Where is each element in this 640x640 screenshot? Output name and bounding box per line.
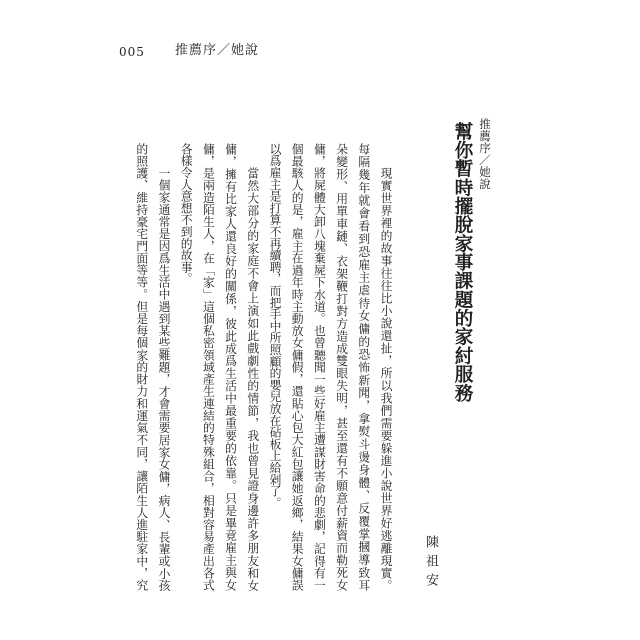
text-column: 傭，擁有比家人還良好的關係，彼此成爲生活中最重要的依靠。只是畢竟雇主與女 [223,143,238,591]
article-body [129,143,397,591]
section-kicker: 推薦序／她說 [478,118,492,190]
text-column: 各樣令人意想不到的故事。 [179,143,194,285]
text-column: 傭，將屍體大卸八塊棄屍下水道。也曾聽聞一些好雇主遭謀財害命的悲劇，記得有一 [312,143,327,591]
text-column: 個最駭人的是，雇主在過年時主動放女傭假，還貼心包大紅包讓她返鄉，結果女傭誤 [290,143,305,591]
text-column: 每隔幾年就會看到恐雇主虐待女傭的恐怖新聞，拿熨斗燙身體、反覆掌摑導致耳 [356,143,371,591]
text-column: 當然大部分的家庭不會上演如此戲劇性的情節，我也曾見證身邊許多朋友和女 [245,166,260,591]
article-title: 幫你暫時擺脫家事課題的家紂服務 [452,122,473,402]
text-column: 一個家通常是因爲生活中遇到某些難題，才會需要居家女傭，病人、長輩或小孩 [156,166,171,591]
text-column: 以爲雇主是打算不再續聘，而把手中所照顧的嬰兒放在砧板上給剁了。 [267,143,282,509]
running-head: 推薦序／她說 [175,43,260,58]
author-name: 陳祖安 [423,535,438,592]
text-column: 朵變形、用單車鏈、衣架鞭打對方造成雙眼失明，甚至還有不願意付薪資而勒死女 [334,143,349,591]
page-number: 005 [119,45,145,59]
text-column: 現實世界裡的故事往往比小說還扯，所以我們需要躲進小說世界好逃離現實。 [379,166,393,591]
text-column: 的照護、維持豪宅門面等等。但是每個家的財力和運氣不同，讓陌生人進駐家中，究 [134,143,149,591]
text-column: 傭，是兩造陌生人，在「家」這個私密領域產生連結的特殊組合，相對容易產出各式 [201,143,216,591]
